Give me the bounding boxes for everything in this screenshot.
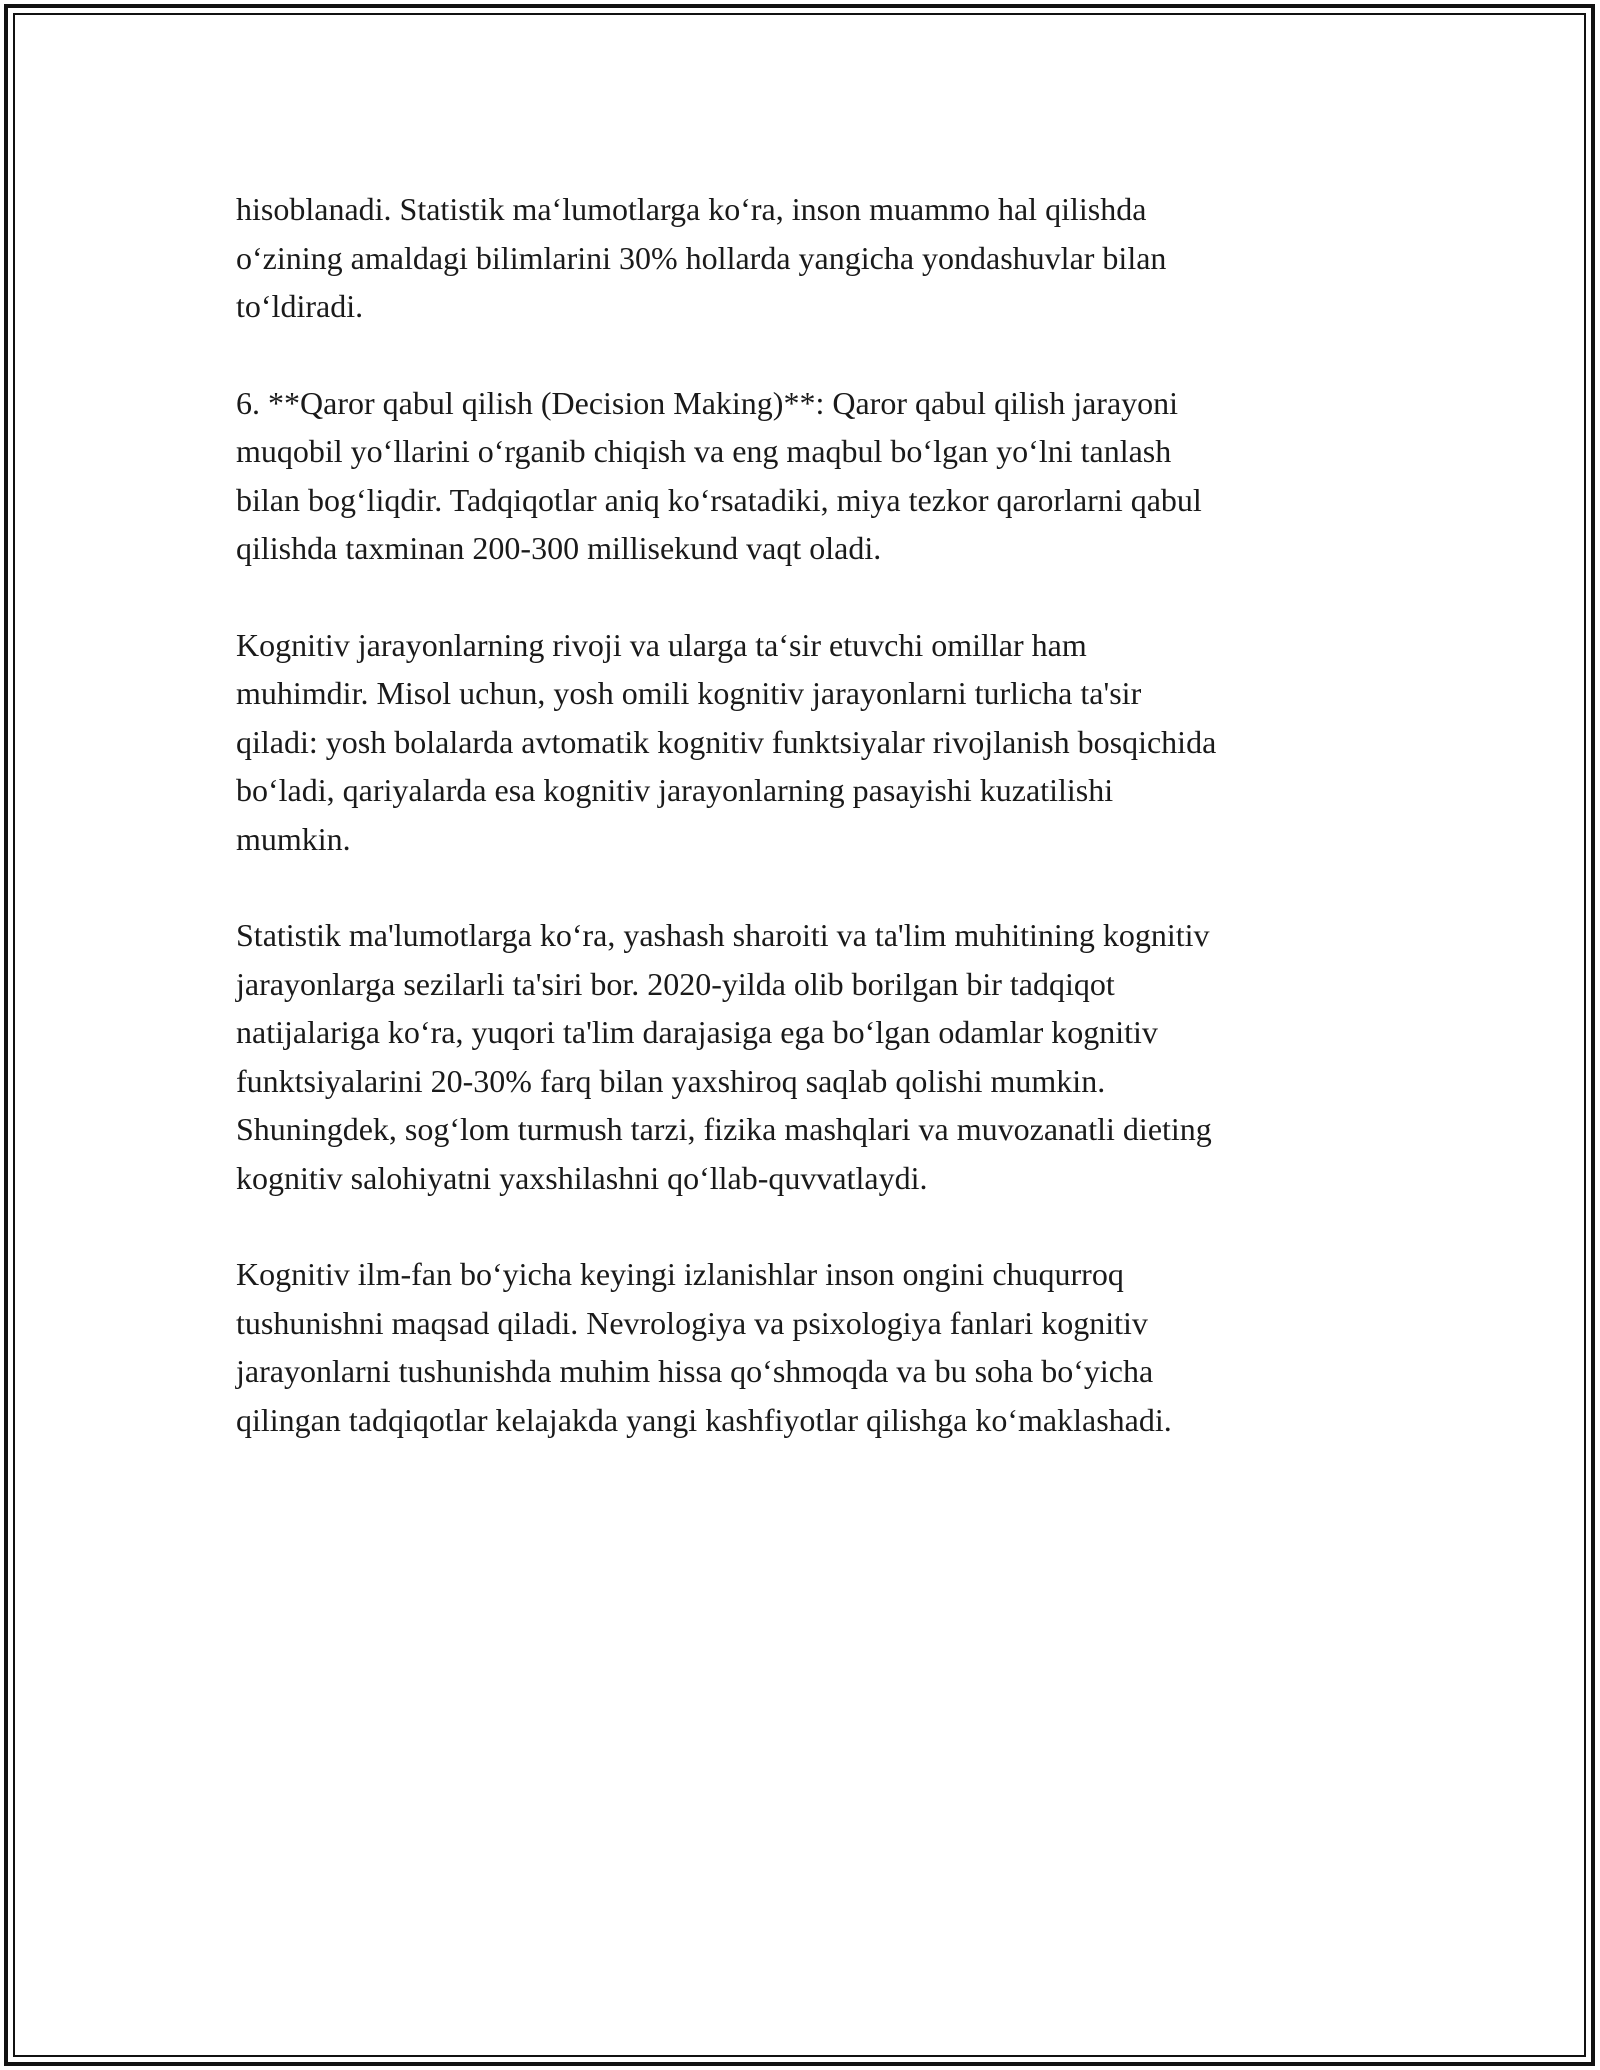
text-line: jarayonlarni tushunishda muhim hissa qo‘shmoqda va bu soha bo‘yicha xyxy=(236,1353,1154,1389)
text-line: mumkin. xyxy=(236,820,351,857)
paragraph-statistics xyxy=(236,911,1386,1202)
text-line: qilishda taxminan 200-300 millisekund vaqt oladi. xyxy=(236,530,882,566)
text-line: Statistik ma'lumotlarga ko‘ra, yashash sharoiti va ta'lim muhitining kognitiv xyxy=(236,917,1210,953)
text-line: muqobil yo‘llarini o‘rganib chiqish va eng maqbul bo‘lgan yo‘lni tanlash xyxy=(236,433,1172,469)
paragraph-problem-solving-end xyxy=(236,185,1386,331)
text-line: bo‘ladi, qariyalarda esa kognitiv jarayonlarning pasayishi kuzatilishi xyxy=(236,772,1114,808)
text-line: funktsiyalarini 20-30% farq bilan yaxshiroq saqlab qolishi mumkin. xyxy=(236,1062,1106,1099)
paragraph-future-research xyxy=(236,1250,1386,1444)
text-line: 6. **Qaror qabul qilish (Decision Making)**: Qaror qabul qilish jarayoni xyxy=(236,384,1179,421)
text-line: o‘zining amaldagi bilimlarini 30% hollarda yangicha yondashuvlar bilan xyxy=(236,239,1167,276)
text-line: Kognitiv jarayonlarning rivoji va ularga ta‘sir etuvchi omillar ham xyxy=(236,626,1087,663)
text-line: to‘ldiradi. xyxy=(236,288,364,324)
text-line: bilan bog‘liqdir. Tadqiqotlar aniq ko‘rsatadiki, miya tezkor qarorlarni qabul xyxy=(236,481,1202,518)
text-line: Kognitiv ilm-fan bo‘yicha keyingi izlanishlar inson ongini chuqurroq xyxy=(236,1256,1124,1292)
text-line: tushunishni maqsad qiladi. Nevrologiya va psixologiya fanlari kognitiv xyxy=(236,1304,1148,1341)
paragraph-cognitive-development xyxy=(236,621,1386,864)
text-line: qiladi: yosh bolalarda avtomatik kognitiv funktsiyalar rivojlanish bosqichida xyxy=(236,723,1217,760)
text-line: jarayonlarga sezilarli ta'siri bor. 2020-yilda olib borilgan bir tadqiqot xyxy=(236,965,1115,1002)
text-line: natijalariga ko‘ra, yuqori ta'lim darajasiga ega bo‘lgan odamlar kognitiv xyxy=(236,1014,1158,1050)
text-line: Shuningdek, sog‘lom turmush tarzi, fizika mashqlari va muvozanatli dieting xyxy=(236,1111,1212,1147)
text-line: kognitiv salohiyatni yaxshilashni qo‘llab-quvvatlaydi. xyxy=(236,1159,928,1196)
text-line: qilingan tadqiqotlar kelajakda yangi kashfiyotlar qilishga ko‘maklashadi. xyxy=(236,1401,1172,1438)
paragraph-decision-making xyxy=(236,379,1386,573)
text-line: muhimdir. Misol uchun, yosh omili kognitiv jarayonlarni turlicha ta'sir xyxy=(236,675,1142,711)
document-body xyxy=(236,185,1386,1444)
text-line: hisoblanadi. Statistik ma‘lumotlarga ko‘ra, inson muammo hal qilishda xyxy=(236,191,1147,227)
